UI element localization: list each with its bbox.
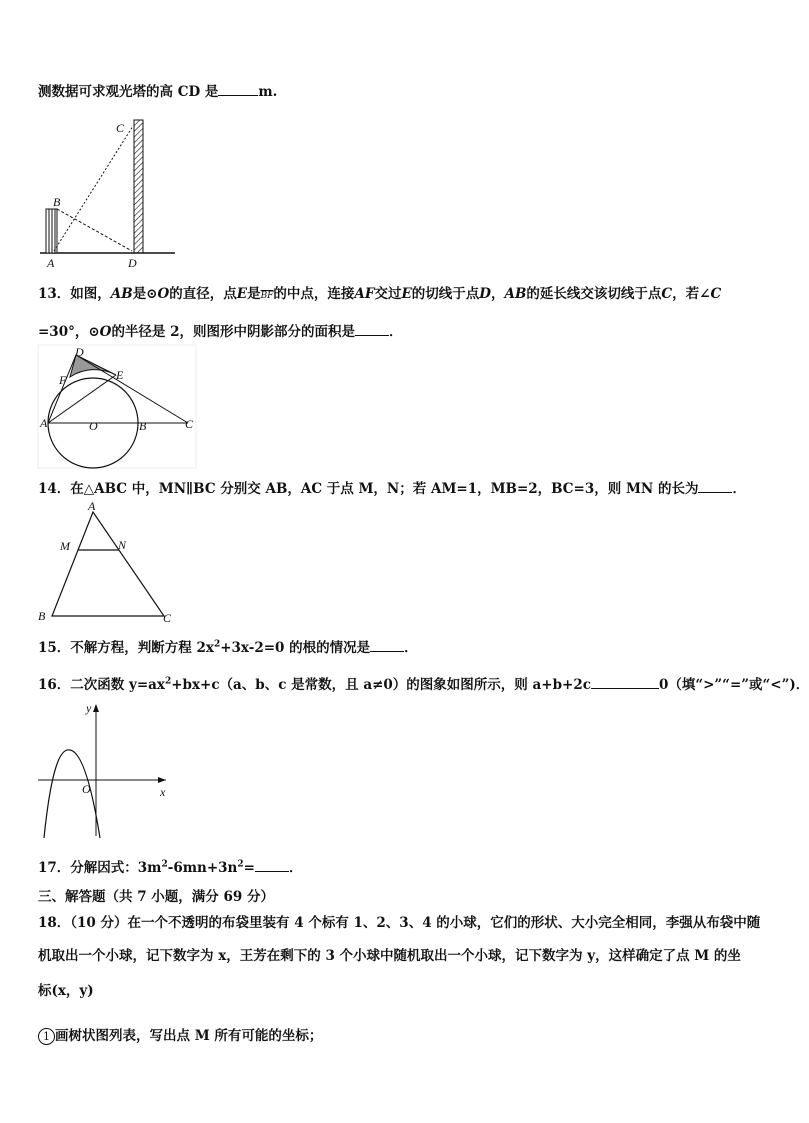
svg-text:O: O [89,419,98,433]
svg-text:M: M [60,539,70,553]
svg-text:C: C [163,611,172,625]
q15-text: 15．不解方程，判断方程 $2x^2+3x-2=0$ 的根的情况是 ． [38,639,418,656]
svg-text:x: x [160,785,166,799]
svg-text:A: A [88,499,96,513]
label-B: B [53,195,61,209]
q12-text: 测数据可求观光塔的高 CD 是 m. [38,84,278,100]
figure-circle [38,345,198,470]
sub-number: 1 [38,1028,55,1045]
answer-blank [698,480,732,493]
answer-blank [370,639,404,652]
label-D: D [128,256,137,270]
svg-text:F: F [59,373,67,387]
svg-text:y: y [86,701,92,715]
svg-text:C: C [185,417,194,431]
label-A: A [47,256,55,270]
answer-blank [355,323,389,336]
q18-sub1: 1 画树状图列表，写出点 M 所有可能的坐标； [38,1027,322,1045]
q13-line1: 13．如图，AB是⊙O的直径，点E是$\overline{BF}$的中点，连接AF交过E的切线于点D，AB的延长线交该切线于点C，若∠C [38,286,722,302]
q18-line2: 机取出一个小球，记下数字为 x，王芳在剩下的 3 个小球中随机取出一个小球，记下数字为 y，这样确定了点 M 的坐 [38,948,741,964]
svg-text:B: B [139,419,147,433]
figure-parabola [38,700,178,840]
q18-line3: 标(x，y) [38,983,94,999]
svg-text:D: D [75,345,84,359]
svg-text:E: E [116,368,124,382]
q14-text: 14．在△ABC 中，MN∥BC 分别交 AB，AC 于点 M，N；若 AM=1，MB=2，BC=3，则 MN 的长为 ． [38,481,746,497]
svg-text:O: O [82,782,91,796]
figure-tower [40,112,180,272]
svg-text:A: A [40,416,48,430]
q16-text: 16．二次函数 $y=ax^2+bx+c(a$、b、c 是常数，且 a≠0）的图象如图所示，则 a+b+2c 0（填“>”“=”或“<”)． [38,676,809,693]
q18-line1: 18．（10 分）在一个不透明的布袋里装有 4 个标有 1、2、3、4 的小球，它们的形状、大小完全相同，李强从布袋中随 [38,915,761,931]
answer-blank [591,676,659,689]
answer-blank [255,859,289,872]
section-title: 三、解答题（共 7 小题，满分 69 分） [38,889,274,905]
label-C: C [116,121,125,135]
svg-text:N: N [118,538,127,552]
q17-text: 17．分解因式：$3m^2-6mn+3n^2=$ ． [38,859,303,876]
svg-text:B: B [38,609,46,623]
q13-line2: =30°，⊙O的半径是 2，则图形中阴影部分的面积是 ． [38,324,403,340]
figure-triangle [38,498,178,628]
arc-label: $\overline{BF}$ [260,291,274,301]
answer-blank [218,83,258,96]
